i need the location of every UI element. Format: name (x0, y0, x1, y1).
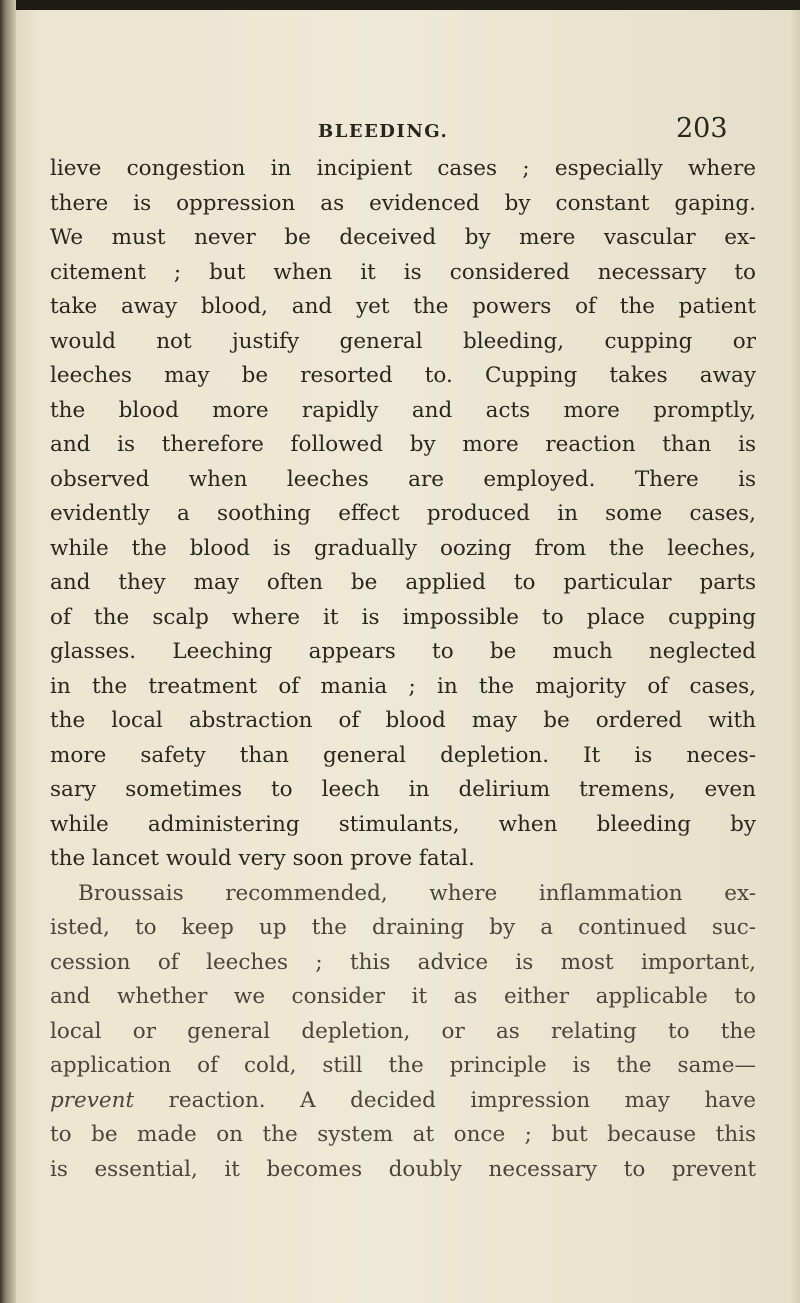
text-line: while administering stimulants, when bleeding by (50, 811, 756, 837)
text-line: evidently a soothing effect produced in some cases, (50, 501, 756, 526)
scan-top-edge (0, 0, 800, 10)
page-number: 203 (676, 113, 728, 144)
text-line: isted, to keep up the draining by a continued suc- (50, 915, 756, 940)
text-line: the blood more rapidly and acts more promptly, (50, 397, 756, 423)
text-line: the local abstraction of blood may be ordered with (50, 708, 756, 733)
text-line: and whether we consider it as either applicable to (50, 984, 756, 1009)
paragraph-2 (50, 877, 756, 1188)
text-line: leeches may be resorted to. Cupping takes away (50, 363, 756, 388)
text-line: prevent reaction. A decided impression may have (50, 1087, 756, 1113)
text-line: Broussais recommended, where inflammation ex- (78, 880, 756, 906)
text-line: take away blood, and yet the powers of the patient (50, 294, 756, 319)
text-line: is essential, it becomes doubly necessary to prevent (50, 1156, 756, 1182)
text-line: more safety than general depletion. It is neces- (50, 742, 756, 768)
text-line: cession of leeches ; this advice is most important, (50, 949, 756, 975)
text-line: sary sometimes to leech in delirium tremens, even (50, 777, 756, 802)
text-line: to be made on the system at once ; but because this (50, 1122, 756, 1147)
page-header (0, 113, 800, 153)
body-text (50, 152, 756, 1187)
text-line: lieve congestion in incipient cases ; especially where (50, 156, 756, 181)
text-line: glasses. Leeching appears to be much neglected (50, 639, 756, 664)
text-line: and they may often be applied to particular parts (50, 570, 756, 595)
text-line: We must never be deceived by mere vascular ex- (50, 225, 756, 250)
text-line: local or general depletion, or as relating to the (50, 1018, 756, 1044)
text-line: would not justify general bleeding, cupping or (50, 328, 756, 354)
text-line: in the treatment of mania ; in the majority of cases, (50, 673, 756, 699)
text-line: of the scalp where it is impossible to place cupping (50, 604, 756, 630)
text-line: observed when leeches are employed. There is (50, 466, 756, 492)
text-line: application of cold, still the principle is the same— (50, 1053, 756, 1078)
running-head: BLEEDING. (318, 121, 449, 142)
text-line: and is therefore followed by more reaction than is (50, 432, 756, 457)
scan-binding-edge (0, 0, 16, 1303)
text-line: the lancet would very soon prove fatal. (50, 846, 475, 871)
text-line: there is oppression as evidenced by constant gaping. (50, 190, 756, 216)
paragraph-1 (50, 152, 756, 877)
text-line: while the blood is gradually oozing from the leeches, (50, 535, 756, 561)
text-line: citement ; but when it is considered necessary to (50, 259, 756, 285)
